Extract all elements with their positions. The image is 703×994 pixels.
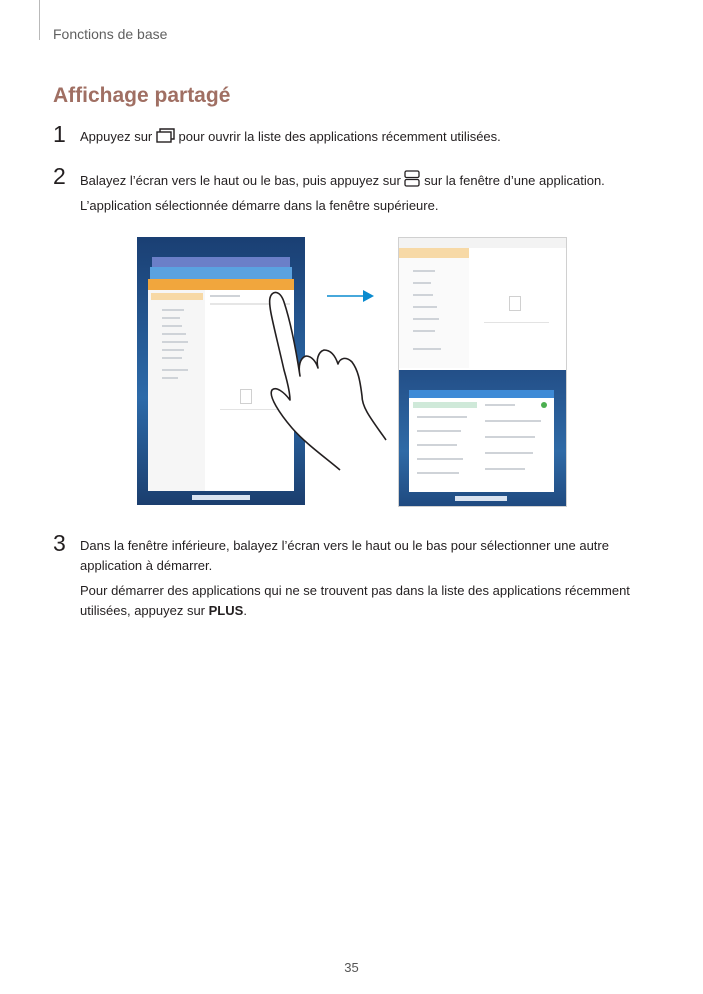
step-1-text-after: pour ouvrir la liste des applications récemment utilisées. bbox=[178, 129, 501, 144]
step-1-text-before: Appuyez sur bbox=[80, 129, 153, 144]
plus-label: PLUS bbox=[208, 603, 244, 618]
step-3-note-before: Pour démarrer des applications qui ne se trouvent pas dans la liste des applications récemment utilisées, appuyez sur bbox=[80, 583, 630, 618]
page-number: 35 bbox=[344, 960, 359, 975]
tablet-screenshot-split-view bbox=[398, 237, 567, 507]
step-2-text-after: sur la fenêtre d’une application. bbox=[424, 173, 605, 188]
recent-apps-icon bbox=[156, 128, 175, 143]
header-rule bbox=[39, 0, 40, 40]
step-2-text-before: Balayez l’écran vers le haut ou le bas, puis appuyez sur bbox=[80, 173, 401, 188]
step-number-2: 2 bbox=[53, 163, 66, 189]
step-3-note-after: . bbox=[243, 603, 247, 618]
step-3-text: Dans la fenêtre inférieure, balayez l’écran vers le haut ou le bas pour sélectionner une autre application à démarrer. bbox=[80, 538, 609, 573]
split-screen-icon bbox=[404, 170, 420, 187]
hand-swipe-icon bbox=[262, 280, 392, 480]
step-number-3: 3 bbox=[53, 530, 66, 556]
section-header: Fonctions de base bbox=[53, 26, 168, 42]
step-2-note: L’application sélectionnée démarre dans la fenêtre supérieure. bbox=[80, 198, 439, 213]
step-2-text bbox=[80, 170, 690, 191]
page-title: Affichage partagé bbox=[53, 84, 231, 107]
right-arrow-icon bbox=[327, 289, 375, 303]
step-number-1: 1 bbox=[53, 121, 66, 147]
step-3-note bbox=[80, 581, 670, 621]
step-1-text bbox=[80, 127, 680, 147]
